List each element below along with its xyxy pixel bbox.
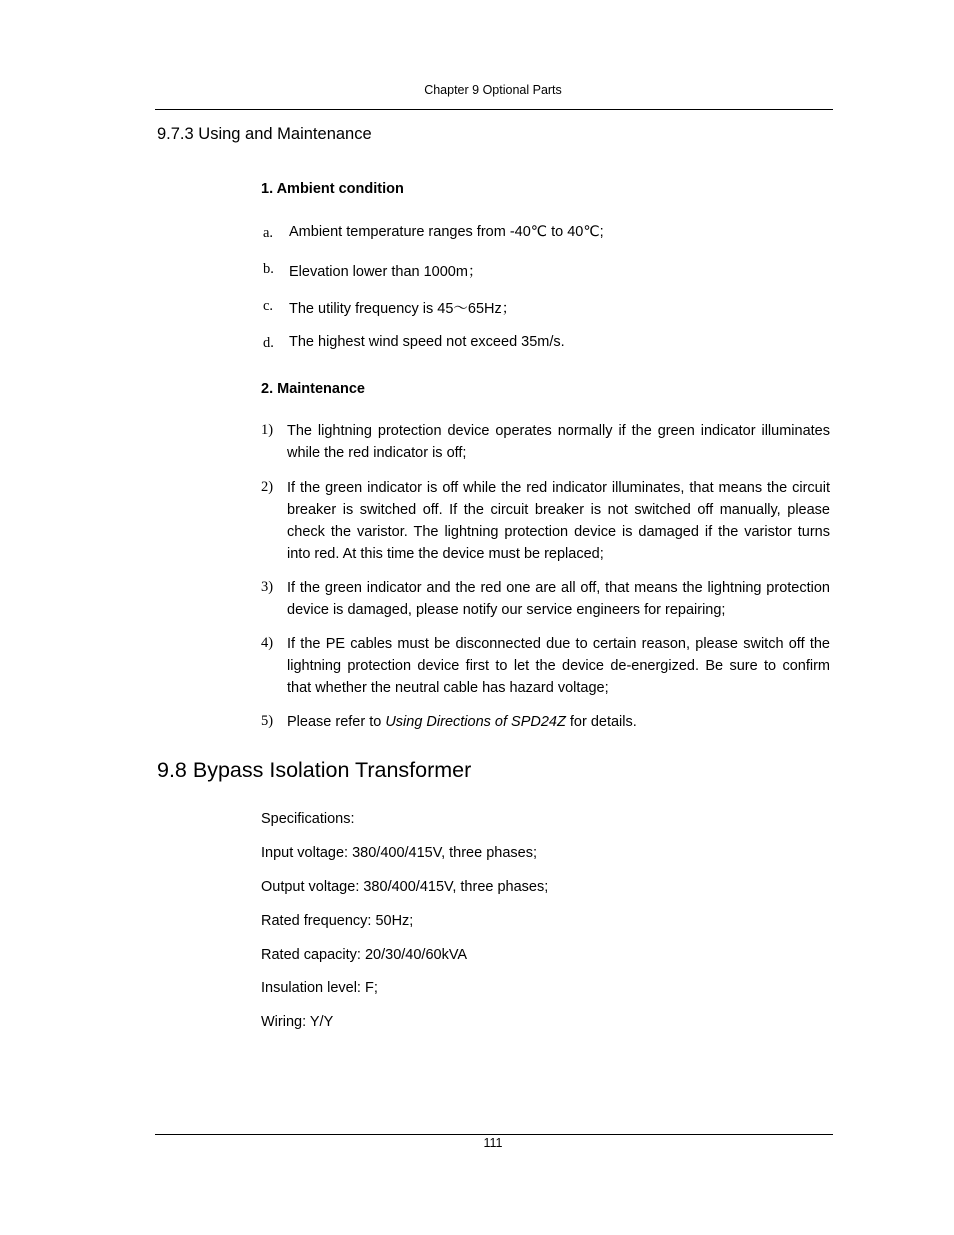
list-item-text: The utility frequency is 45～65Hz； — [289, 301, 517, 317]
spec-line: Insulation level: F; — [261, 980, 378, 996]
spec-line: Wiring: Y/Y — [261, 1014, 334, 1030]
list-item-marker: b. — [263, 261, 274, 277]
footer-rule — [155, 1134, 833, 1135]
list-item-marker: 2) — [261, 479, 274, 495]
list-item-marker: d. — [263, 335, 274, 351]
spec-line: Output voltage: 380/400/415V, three phases; — [261, 879, 549, 895]
spec-line: Specifications: — [261, 811, 355, 827]
list-item-text: If the green indicator and the red one are all off, that means the lightning protection device is damaged, please notify our service engineers for repairing; — [287, 580, 830, 618]
list-item-marker: c. — [263, 298, 274, 314]
section-heading-9-8: 9.8 Bypass Isolation Transformer — [157, 758, 472, 782]
list-item-marker: 3) — [261, 579, 274, 595]
list-item-text: The highest wind speed not exceed 35m/s. — [289, 334, 565, 350]
reference-text-tail: for details. — [565, 714, 637, 730]
list-item-text: The lightning protection device operates normally if the green indicator illuminates while the red indicator is off; — [287, 423, 830, 461]
section-heading-9-7-3: 9.7.3 Using and Maintenance — [157, 125, 372, 143]
reference-text-lead: Please refer to — [287, 714, 386, 730]
spec-line: Input voltage: 380/400/415V, three phases; — [261, 845, 537, 861]
ambient-condition-heading: 1. Ambient condition — [261, 181, 404, 197]
list-item-text: If the PE cables must be disconnected due to certain reason, please switch off the lightning protection device first to let the device de-energized. Be sure to confirm that whether the neutral cable has hazard voltage; — [287, 636, 830, 696]
list-item-marker: 1) — [261, 422, 274, 438]
maintenance-heading: 2. Maintenance — [261, 381, 365, 397]
running-header: Chapter 9 Optional Parts — [424, 83, 562, 97]
list-item-text: Elevation lower than 1000m； — [289, 264, 483, 280]
reference-document-title: Using Directions of SPD24Z — [385, 714, 566, 730]
list-item-marker: 4) — [261, 635, 274, 651]
list-item-marker: 5) — [261, 713, 274, 729]
spec-line: Rated frequency: 50Hz; — [261, 913, 414, 929]
list-item-text — [287, 711, 830, 733]
list-item-text: If the green indicator is off while the red indicator illuminates, that means the circuit breaker is switched off. If the circuit breaker is not switched off manually, please check the varistor. The lightning protection device is damaged if the varistor turns into red. At this time the device must be replaced; — [287, 480, 830, 562]
page-number: 111 — [483, 1136, 503, 1150]
list-item-marker: a. — [263, 225, 274, 241]
spec-line: Rated capacity: 20/30/40/60kVA — [261, 947, 468, 963]
header-rule — [155, 109, 833, 110]
list-item-text: Ambient temperature ranges from -40℃ to 40℃; — [289, 224, 604, 240]
